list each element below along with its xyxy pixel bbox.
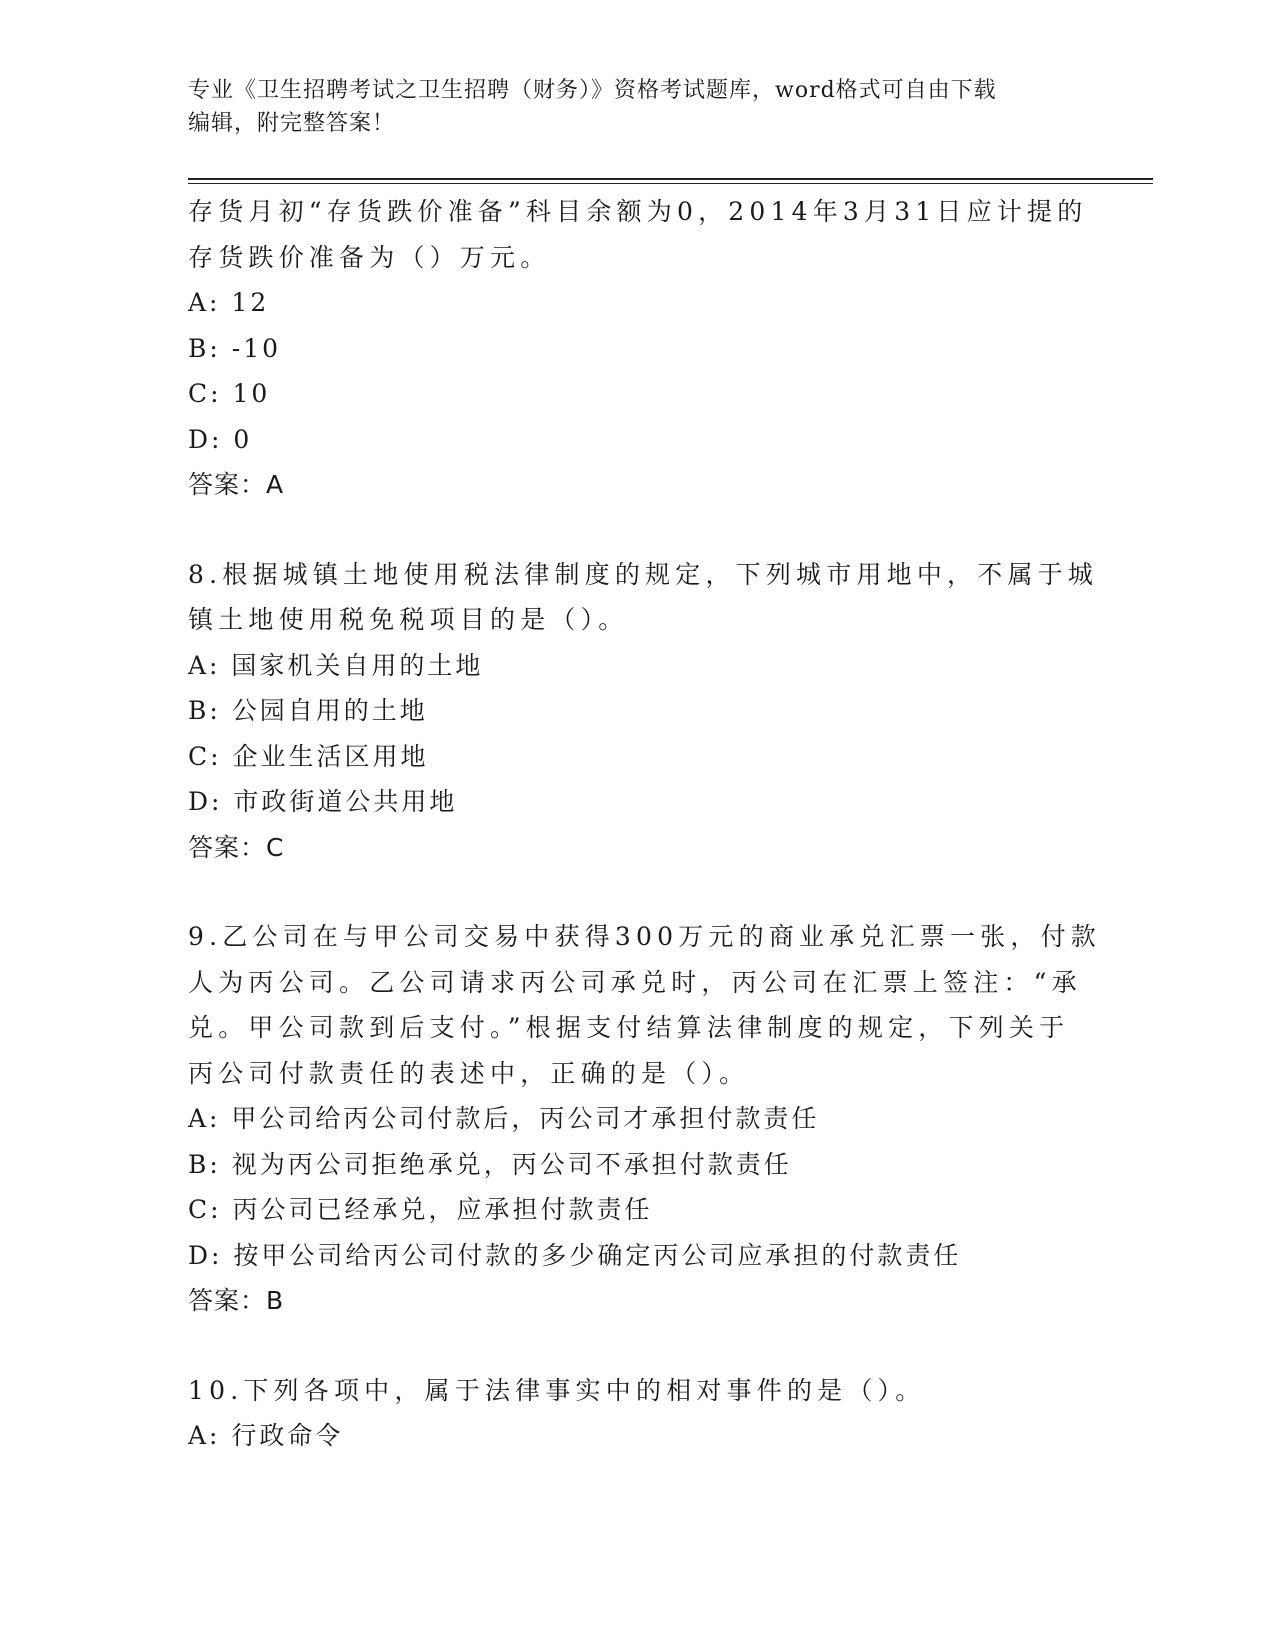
header-line-1: 专业《卫生招聘考试之卫生招聘（财务）》资格考试题库，word格式可自由下载 [188, 78, 997, 103]
option-a: A: 行政命令 [188, 1421, 344, 1450]
document-header [188, 74, 1068, 140]
question-8 [188, 552, 1099, 871]
header-divider-thick [188, 178, 1153, 180]
option-c: C: 企业生活区用地 [188, 741, 429, 771]
question-10 [188, 1368, 1088, 1459]
question-list [188, 189, 1101, 1459]
option-a: A: 12 [188, 288, 270, 317]
question-7 [188, 189, 1088, 508]
option-a: A: 甲公司给丙公司付款后，丙公司才承担付款责任 [188, 1104, 820, 1133]
option-d: D: 按甲公司给丙公司付款的多少确定丙公司应承担的付款责任 [188, 1240, 962, 1270]
question-text-line: 丙公司付款责任的表述中，正确的是（）。 [188, 1058, 750, 1088]
question-9 [188, 914, 1101, 1324]
option-d: D: 0 [188, 424, 253, 454]
option-c: C: 丙公司已经承兑，应承担付款责任 [188, 1195, 653, 1224]
answer-line: 答案：B [188, 1286, 285, 1315]
question-text-line: 存货月初“存货跌价准备”科目余额为0，2014年3月31日应计提的 [188, 197, 1088, 226]
header-line-2: 编辑，附完整答案！ [188, 111, 396, 136]
answer-line: 答案：C [188, 832, 285, 862]
question-text-line: 存货跌价准备为（）万元。 [188, 242, 551, 272]
option-d: D: 市政街道公共用地 [188, 787, 458, 816]
question-text-line: 兑。甲公司款到后支付。”根据支付结算法律制度的规定，下列关于 [188, 1013, 1070, 1042]
question-text-line: 9.乙公司在与甲公司交易中获得300万元的商业承兑汇票一张，付款 [188, 922, 1101, 951]
option-c: C: 10 [188, 379, 271, 408]
option-b: B: 公园自用的土地 [188, 696, 428, 725]
option-b: B: 视为丙公司拒绝承兑，丙公司不承担付款责任 [188, 1149, 792, 1179]
answer-line: 答案：A [188, 470, 285, 499]
question-text-line: 10.下列各项中，属于法律事实中的相对事件的是（）。 [188, 1375, 926, 1405]
question-text-line: 镇土地使用税免税项目的是（）。 [188, 605, 629, 634]
question-text-line: 人为丙公司。乙公司请求丙公司承兑时，丙公司在汇票上签注：“承 [188, 967, 1082, 997]
option-a: A: 国家机关自用的土地 [188, 650, 484, 680]
spacer [188, 870, 1088, 914]
option-b: B: -10 [188, 333, 281, 363]
header-divider-thin [188, 183, 1153, 184]
spacer [188, 508, 1088, 552]
spacer [188, 1324, 1088, 1368]
question-text-line: 8.根据城镇土地使用税法律制度的规定，下列城市用地中，不属于城 [188, 559, 1099, 589]
